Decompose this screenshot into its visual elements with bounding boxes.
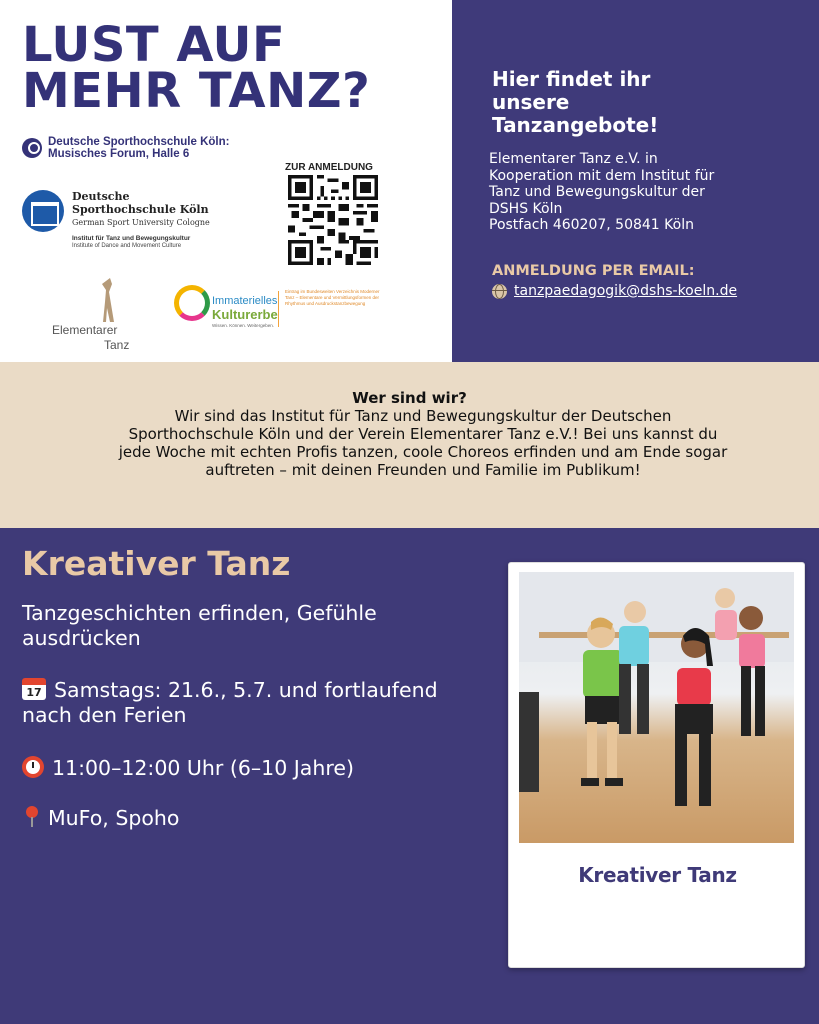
kulturerbe-word-2: Kulturerbe: [212, 307, 278, 322]
course-dates: [22, 678, 502, 728]
course-dates-line-2: nach den Ferien: [22, 703, 187, 727]
dshs-name-en: German Sport University Cologne: [72, 218, 210, 227]
course-dates-line-1: Samstags: 21.6., 5.7. und fortlaufend: [54, 678, 438, 702]
about-line-2: Sporthochschule Köln und der Verein Elementarer Tanz e.V.! Bei uns kannst du: [128, 425, 718, 443]
kulturerbe-word-1: Immaterielles: [212, 295, 278, 307]
org-line-1: Elementarer Tanz e.V. in: [489, 151, 658, 167]
about-line-3: jede Woche mit echten Profis tanzen, coole Choreos erfinden und am Ende sogar: [118, 443, 728, 461]
org-line-5: Postfach 460207, 50841 Köln: [489, 217, 694, 233]
qr-code[interactable]: [288, 175, 378, 265]
kulturerbe-divider: [278, 291, 279, 327]
location-line-1: Deutsche Sporthochschule Köln:: [48, 136, 230, 148]
dshs-seal-icon: [22, 190, 64, 232]
email-row: [492, 283, 737, 299]
email-link[interactable]: tanzpaedagogik@dshs-koeln.de: [514, 283, 738, 299]
kulturerbe-side-text: Eintrag im Bundesweiten Verzeichnis Moderner Tanz – Elementare und Vermittlungsformen der Rhythmus und Ausdruckstanzbewegung: [285, 289, 380, 306]
course-time-text: 11:00–12:00 Uhr (6–10 Jahre): [52, 756, 354, 780]
photo-caption: Kreativer Tanz: [578, 863, 737, 887]
globe-icon: [492, 284, 507, 299]
dshs-institute-en: Institute of Dance and Movement Culture: [72, 243, 182, 249]
headline-line-1: LUST AUF: [22, 17, 286, 73]
info-title-line-3: Tanzangebote!: [492, 113, 659, 137]
immaterielles-kulturerbe-logo: [174, 285, 394, 335]
course-subtitle-line-1: Tanzgeschichten erfinden, Gefühle: [22, 601, 377, 625]
org-line-4: DSHS Köln: [489, 200, 563, 217]
headline-line-2: MEHR TANZ?: [22, 63, 371, 119]
course-photo-card: [508, 562, 805, 968]
elementarer-word-1: Elementarer: [52, 323, 118, 337]
about-title: Wer sind wir?: [352, 389, 467, 407]
course-subtitle: [22, 601, 462, 651]
children-dancing-photo: [519, 572, 794, 843]
course-time: [22, 756, 502, 781]
qr-label: ZUR ANMELDUNG: [285, 162, 373, 173]
dshs-name-line-2: Sporthochschule Köln: [72, 203, 209, 216]
calendar-icon: [22, 678, 46, 700]
dancers-illustration: [519, 572, 794, 843]
kulturerbe-swirl-icon: [174, 285, 210, 321]
course-title: Kreativer Tanz: [22, 544, 291, 583]
map-pin-icon: [26, 806, 40, 828]
dancer-figure-icon: [100, 278, 118, 322]
about-line-1: Wir sind das Institut für Tanz und Bewegungskultur der Deutschen: [174, 407, 672, 425]
info-title-line-1: Hier findet ihr: [492, 67, 651, 91]
location: [22, 136, 282, 160]
about-text: [58, 407, 788, 479]
elementarer-tanz-logo: [48, 278, 140, 354]
dshs-name-line-1: Deutsche: [72, 190, 130, 203]
course-place: [22, 806, 502, 831]
elementarer-word-2: Tanz: [104, 338, 130, 352]
info-title: [492, 68, 792, 137]
course-subtitle-line-2: ausdrücken: [22, 626, 141, 650]
organization-address: [489, 151, 789, 234]
course-place-text: MuFo, Spoho: [48, 806, 180, 830]
page-title: [22, 17, 442, 119]
alarm-clock-icon: [22, 756, 44, 778]
info-title-line-2: unsere: [492, 90, 570, 114]
org-line-3: Tanz und Bewegungskultur der: [489, 184, 705, 200]
about-line-4: auftreten – mit deinen Freunden und Familie im Publikum!: [205, 461, 641, 479]
signup-label: ANMELDUNG PER EMAIL:: [492, 263, 695, 279]
location-line-2: Musisches Forum, Halle 6: [48, 148, 190, 160]
kulturerbe-tagline: Wissen. Können. Weitergeben.: [212, 323, 274, 328]
org-line-2: Kooperation mit dem Institut für: [489, 167, 715, 184]
dshs-institute-de: Institut für Tanz und Bewegungskultur: [72, 235, 191, 242]
dshs-logo: [22, 190, 242, 249]
location-pin-icon: [22, 138, 42, 158]
